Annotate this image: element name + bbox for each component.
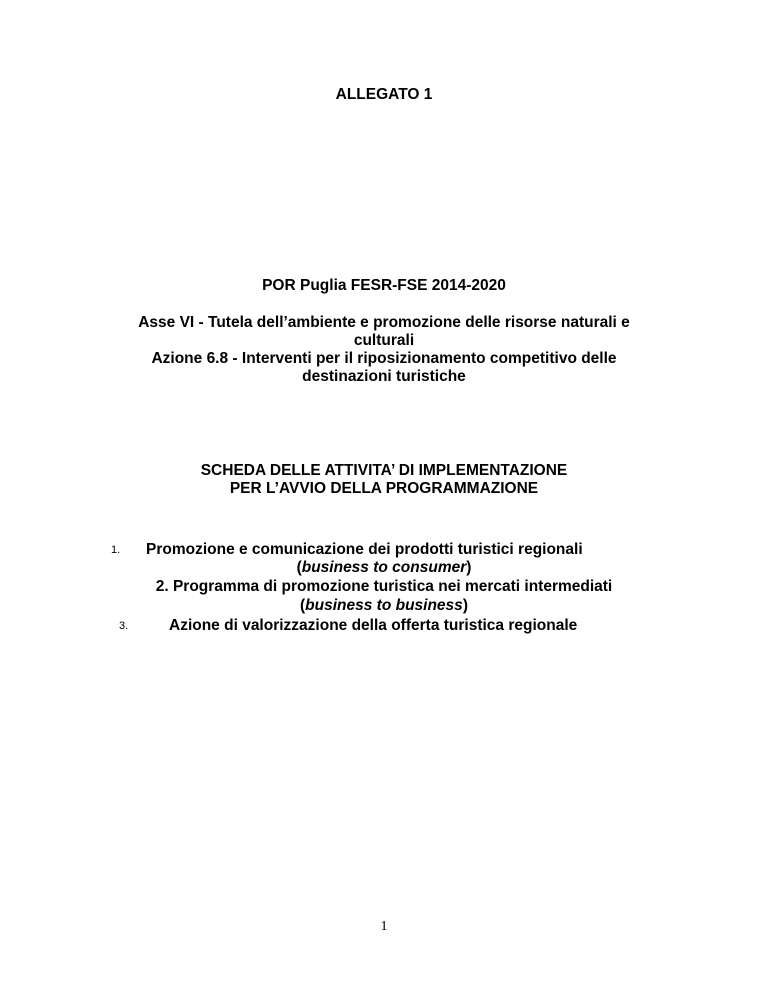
- allegato-heading: [0, 86, 768, 104]
- asse-line-2: culturali: [353, 332, 415, 349]
- asse-line-1: Asse VI - Tutela dell’ambiente e promozione delle risorse naturali e: [138, 314, 630, 331]
- list-item-1-text: Promozione e comunicazione dei prodotti turistici regionali: [146, 541, 583, 558]
- list-item-3-text: Azione di valorizzazione della offerta turistica regionale: [169, 617, 578, 634]
- allegato-label: ALLEGATO 1: [335, 86, 433, 103]
- list-item-1-number: 1.: [111, 544, 121, 556]
- list-item-1-paren-close: ): [466, 559, 472, 576]
- program-title-text: POR Puglia FESR-FSE 2014-2020: [262, 277, 506, 294]
- azione-line-1: Azione 6.8 - Interventi per il riposizionamento competitivo delle: [151, 350, 617, 367]
- list-item-2-text: 2. Programma di promozione turistica nei mercati intermediati: [155, 578, 613, 595]
- list-item-2: [0, 578, 768, 596]
- list-item-2-subtitle: [0, 597, 768, 615]
- list-item-2-paren-open: (: [300, 597, 306, 614]
- scheda-line-1: SCHEDA DELLE ATTIVITA’ DI IMPLEMENTAZIONE: [200, 462, 568, 479]
- list-item-3-number: 3.: [119, 620, 129, 632]
- scheda-line-2: PER L’AVVIO DELLA PROGRAMMAZIONE: [229, 480, 539, 497]
- page-number: 1: [380, 919, 388, 934]
- program-title: [0, 277, 768, 295]
- list-item-1-italic: business to consumer: [301, 559, 467, 576]
- azione-line-2: destinazioni turistiche: [302, 368, 466, 385]
- list-item-2-italic: business to business: [305, 597, 463, 614]
- axis-and-action: [0, 314, 768, 386]
- list-item-1-paren-open: (: [296, 559, 302, 576]
- list-item-2-paren-close: ): [462, 597, 468, 614]
- scheda-heading: [0, 462, 768, 498]
- list-item-1-subtitle: [0, 559, 768, 577]
